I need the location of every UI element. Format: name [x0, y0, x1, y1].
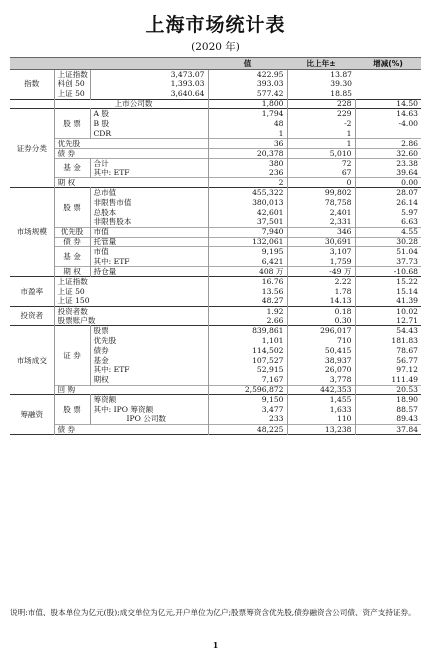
row-label: B 股 [93, 118, 110, 128]
row-label: 上证 50 [57, 286, 85, 296]
percent-cell: 15.14 [355, 286, 421, 296]
row-label: 非限售市值 [93, 197, 132, 207]
subcategory-cell: 优先股 [54, 227, 90, 237]
row-label: 总市值 [93, 188, 117, 198]
percent-cell: -4.00 [355, 119, 421, 129]
page-number: 1 [212, 640, 219, 650]
table-section [10, 395, 421, 434]
percent-cell: 37.84 [355, 424, 421, 434]
row-label: 投资者数 [57, 306, 88, 316]
change-cell: 1,633 [287, 405, 355, 415]
row-label: 上证指数 [57, 276, 88, 286]
percent-cell: 30.28 [355, 237, 421, 247]
subcategory-cell: 优先股 [54, 139, 208, 149]
percent-cell: 2.86 [355, 139, 421, 149]
row-label: 市值 [90, 247, 208, 257]
percent-cell: 39.64 [355, 168, 421, 178]
change-cell: 442,353 [287, 385, 355, 395]
subcategory-cell: 股 票 [54, 188, 90, 227]
category-cell: 筹融资 [10, 395, 54, 434]
table-row [10, 139, 421, 149]
row-label: 基金 [93, 355, 109, 365]
table-row [10, 286, 421, 296]
row-label: 筹资额 [93, 395, 117, 405]
subcategory-cell: 债 券 [54, 424, 208, 434]
change-cell: 1.78 [287, 286, 355, 296]
change-cell: 13,238 [287, 424, 355, 434]
page-title: 上海市场统计表 [145, 14, 286, 36]
value-cell: 20,378 [208, 148, 287, 158]
value-cell: 132,061 [208, 237, 287, 247]
percent-cell: -10.68 [355, 267, 421, 277]
change-cell: 0.18 [287, 306, 355, 316]
table-row [10, 267, 421, 277]
table-row [10, 99, 421, 109]
row-label: 上证 50 [57, 89, 85, 99]
percent-cell: 14.50 [355, 99, 421, 109]
table-row [10, 89, 421, 99]
change-cell: 30,691 [287, 237, 355, 247]
change-cell: 67 [287, 168, 355, 178]
value-cell: 36 [208, 139, 287, 149]
change-cell: 229 [287, 109, 355, 119]
table-row [10, 227, 421, 237]
header-value: 值 [208, 58, 287, 70]
change-cell: 78,758 [287, 198, 355, 208]
subcategory-cell: 股 票 [54, 395, 90, 425]
change-cell: 1,759 [287, 257, 355, 267]
table-row [10, 148, 421, 158]
header-change: 比上年± [287, 58, 355, 70]
percent-cell: 10.02 [355, 306, 421, 316]
table-row [10, 79, 421, 89]
subcategory-cell: 基 金 [54, 247, 90, 267]
change-cell: 296,017 [287, 326, 355, 336]
row-label: 持仓量 [90, 267, 208, 277]
table-row [10, 178, 421, 188]
percent-cell: 78.67 [355, 346, 421, 356]
percent-cell: 181.83 [355, 336, 421, 346]
table-row [10, 237, 421, 247]
row-label: 其中: ETF [93, 256, 130, 266]
percent-cell: 28.07 [355, 188, 421, 198]
category-cell: 市场规模 [10, 188, 54, 277]
table-row [10, 306, 421, 316]
percent-cell: 88.57 [355, 405, 421, 415]
table-header-row [10, 58, 421, 70]
percent-cell: 5.97 [355, 208, 421, 218]
value-cell: 233 [208, 415, 287, 425]
value-cell: 13.56 [208, 286, 287, 296]
header-cell [90, 58, 208, 70]
percent-cell: 37.73 [355, 257, 421, 267]
value-cell: 37,501 [208, 217, 287, 227]
header-cell [10, 58, 54, 70]
table-row [10, 385, 421, 395]
subcategory-cell: 股 票 [54, 109, 90, 139]
category-cell [10, 99, 54, 109]
value-cell: 3,640.64 [90, 89, 208, 99]
row-label: 上市公司数 [114, 99, 153, 109]
change-cell: 3,107 [287, 247, 355, 257]
value-cell: 1,101 [208, 336, 287, 346]
value-cell: 16.76 [208, 277, 287, 287]
row-label: 合计 [90, 158, 208, 168]
row-label: 股票账户数 [57, 315, 96, 325]
row-label: 其中: ETF [93, 168, 130, 177]
value-cell: 408 万 [208, 267, 287, 277]
row-label: 托管量 [90, 237, 208, 247]
row-label: 优先股 [93, 335, 117, 345]
table-row [10, 70, 421, 80]
change-cell: 577.42 [208, 89, 287, 99]
table-row [10, 296, 421, 306]
value-cell: 6,421 [208, 257, 287, 267]
change-cell: 710 [287, 336, 355, 346]
value-cell: 1,800 [208, 99, 287, 109]
change-cell: 1,455 [287, 395, 355, 405]
change-cell: 2,331 [287, 217, 355, 227]
change-cell: 0 [287, 178, 355, 188]
percent-cell: 23.38 [355, 158, 421, 168]
change-cell: 50,415 [287, 346, 355, 356]
value-cell: 1 [208, 129, 287, 139]
percent-cell: 32.60 [355, 148, 421, 158]
category-cell: 市场成交 [10, 326, 54, 395]
category-cell: 证券分类 [10, 109, 54, 188]
row-label: 股票 [93, 326, 109, 336]
percent-cell: 51.04 [355, 247, 421, 257]
row-label: A 股 [93, 109, 109, 119]
value-cell: 48 [208, 119, 287, 129]
table-section [10, 306, 421, 326]
subcategory-cell: 回 购 [54, 385, 208, 395]
category-cell: 市盈率 [10, 277, 54, 307]
row-label: 非限售股本 [93, 217, 132, 227]
footnote: 说明:市值、股本单位为亿元(股);成交单位为亿元,开户单位为亿户;股票筹资含优先股,债券融资含公司债、资产支持证券。 [10, 608, 416, 617]
row-label: 期权 [93, 375, 109, 385]
value-cell: 48,225 [208, 424, 287, 434]
percent-cell [355, 129, 421, 139]
value-cell: 2,596,872 [208, 385, 287, 395]
change-cell: 2,401 [287, 208, 355, 218]
value-cell: 3,477 [208, 405, 287, 415]
change-cell: 2.22 [287, 277, 355, 287]
percent-cell: 111.49 [355, 375, 421, 385]
value-cell: 107,527 [208, 355, 287, 365]
row-label: 上证 150 [57, 296, 90, 306]
value-cell: 7,940 [208, 227, 287, 237]
change-cell: 38,937 [287, 355, 355, 365]
category-cell: 指数 [10, 70, 54, 100]
row-label: 其中: ETF [93, 365, 130, 375]
statistics-table [10, 57, 421, 435]
value-cell: 2 [208, 178, 287, 188]
percent-cell: 26.14 [355, 198, 421, 208]
percent-cell: 0.00 [355, 178, 421, 188]
percent-cell: 18.90 [355, 395, 421, 405]
change-cell: 393.03 [208, 79, 287, 89]
table-section [10, 99, 421, 109]
value-cell: 380 [208, 158, 287, 168]
change-cell: 0.30 [287, 316, 355, 326]
table-section [10, 109, 421, 188]
value-cell: 48.27 [208, 296, 287, 306]
table-row [10, 188, 421, 198]
subcategory-cell: 基 金 [54, 158, 90, 178]
percent-cell: 41.39 [355, 296, 421, 306]
row-label: 上证指数 [57, 69, 88, 79]
table-section [10, 326, 421, 395]
row-label: 债券 [93, 345, 109, 355]
table-row [10, 247, 421, 257]
change-cell: -49 万 [287, 267, 355, 277]
row-label: 其中: IPO 筹资额 [93, 404, 154, 414]
subcategory-cell: 期 权 [54, 267, 90, 277]
value-cell: 7,167 [208, 375, 287, 385]
table-row [10, 277, 421, 287]
value-cell: 42,601 [208, 208, 287, 218]
percent-cell: 54.43 [355, 326, 421, 336]
category-cell: 投资者 [10, 306, 54, 326]
row-label: IPO 公司数 [126, 414, 167, 424]
value-cell: 3,473.07 [90, 70, 208, 80]
subcategory-cell: 证 券 [54, 326, 90, 385]
percent-cell: 12.71 [355, 316, 421, 326]
change-cell: 5,010 [287, 148, 355, 158]
value-cell: 1.92 [208, 306, 287, 316]
change-cell: 99,802 [287, 188, 355, 198]
percent-cell: 6.63 [355, 217, 421, 227]
change-cell: 1 [287, 129, 355, 139]
change-cell: 26,070 [287, 365, 355, 375]
header-cell [54, 58, 90, 70]
value-cell: 1,794 [208, 109, 287, 119]
value-cell: 839,861 [208, 326, 287, 336]
table-row [10, 395, 421, 405]
percent-cell: 20.53 [355, 385, 421, 395]
header-percent: 增减(%) [355, 58, 421, 70]
row-label: 总股本 [93, 207, 117, 217]
percent-cell: 97.12 [355, 365, 421, 375]
percent-cell: 4.55 [355, 227, 421, 237]
table-section [10, 70, 421, 100]
value-cell: 52,915 [208, 365, 287, 375]
percent-cell: 13.87 [287, 70, 355, 80]
subcategory-cell: 债 券 [54, 148, 208, 158]
change-cell: -2 [287, 119, 355, 129]
value-cell: 9,150 [208, 395, 287, 405]
table-row [10, 316, 421, 326]
change-cell: 228 [287, 99, 355, 109]
change-cell: 72 [287, 158, 355, 168]
table-row [10, 109, 421, 119]
percent-cell: 56.77 [355, 355, 421, 365]
row-label: 市值 [90, 227, 208, 237]
change-cell: 1 [287, 139, 355, 149]
value-cell: 1,393.03 [90, 79, 208, 89]
row-label: CDR [93, 128, 112, 138]
change-cell: 3,778 [287, 375, 355, 385]
table-row [10, 158, 421, 168]
percent-cell: 15.22 [355, 277, 421, 287]
value-cell: 236 [208, 168, 287, 178]
change-cell: 422.95 [208, 70, 287, 80]
percent-cell: 14.63 [355, 109, 421, 119]
page-subtitle: (2020 年) [191, 41, 240, 53]
percent-cell: 89.43 [355, 415, 421, 425]
change-cell: 14.13 [287, 296, 355, 306]
change-cell: 110 [287, 415, 355, 425]
table-section [10, 277, 421, 307]
table-row [10, 326, 421, 336]
value-cell: 2.66 [208, 316, 287, 326]
table-row [10, 424, 421, 434]
value-cell: 455,322 [208, 188, 287, 198]
change-cell: 346 [287, 227, 355, 237]
percent-cell: 18.85 [287, 89, 355, 99]
table-section [10, 188, 421, 277]
percent-cell: 39.30 [287, 79, 355, 89]
value-cell: 9,195 [208, 247, 287, 257]
subcategory-cell: 债 券 [54, 237, 90, 247]
row-label: 科创 50 [57, 79, 85, 89]
value-cell: 380,013 [208, 198, 287, 208]
subcategory-cell: 期 权 [54, 178, 208, 188]
value-cell: 114,502 [208, 346, 287, 356]
